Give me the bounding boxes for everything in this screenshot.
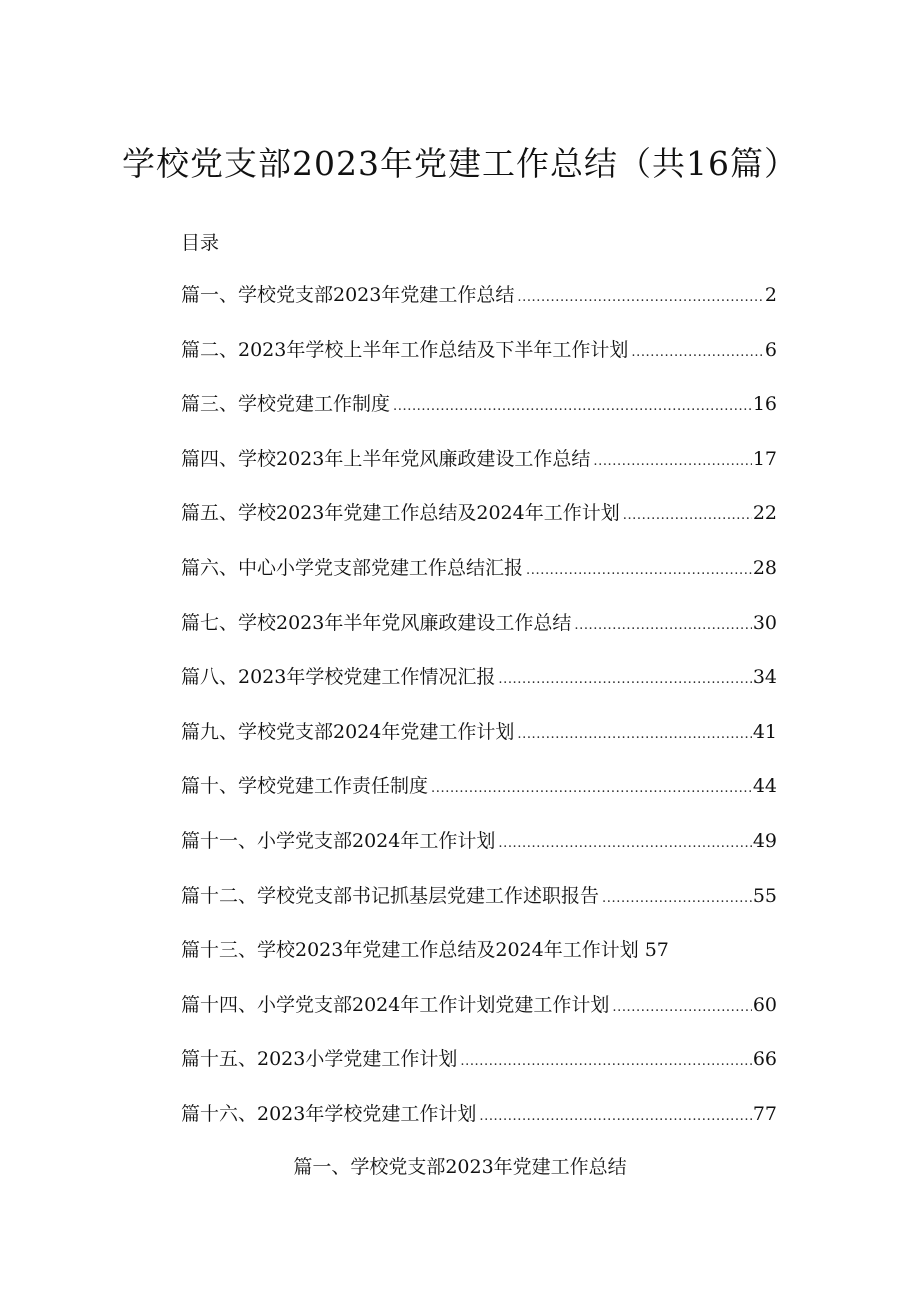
page-title: 学校党支部2023年党建工作总结（共16篇）: [122, 144, 798, 183]
toc-entry-label: 篇六、中心小学党支部党建工作总结汇报: [181, 556, 524, 579]
toc-page-number: 34: [752, 666, 777, 689]
toc-entry[interactable]: [181, 445, 777, 500]
toc-entry-label: 篇十六、2023年学校党建工作计划: [181, 1102, 477, 1125]
toc-entry[interactable]: [181, 609, 777, 664]
toc-entry-label: 篇二、2023年学校上半年工作总结及下半年工作计划: [181, 338, 629, 361]
toc-entry-label: 篇十三、学校2023年党建工作总结及2024年工作计划: [181, 939, 639, 962]
toc-page-number: 44: [752, 775, 777, 798]
toc-page-number: 16: [752, 393, 777, 416]
toc-page-number: 77: [752, 1102, 777, 1125]
toc-page-number: 28: [752, 556, 777, 579]
toc-leader-dots: [393, 393, 752, 421]
toc-entry[interactable]: [181, 1045, 777, 1100]
toc-page-number: 41: [752, 720, 777, 743]
toc-entry[interactable]: [181, 281, 777, 336]
toc-heading: 目录: [181, 232, 220, 254]
toc-page-number: 22: [752, 502, 777, 525]
toc-leader-dots: [631, 339, 764, 367]
toc-entry[interactable]: [181, 1100, 777, 1155]
toc-page-number: 6: [764, 338, 777, 361]
section-heading: 篇一、学校党支部2023年党建工作总结: [293, 1156, 627, 1178]
toc-entry-label: 篇四、学校2023年上半年党风廉政建设工作总结: [181, 447, 591, 470]
toc-page-number: 30: [752, 611, 777, 634]
toc-leader-dots: [517, 284, 764, 312]
toc-page-number: 17: [752, 447, 777, 470]
toc-entry-label: 篇三、学校党建工作制度: [181, 393, 391, 416]
toc-entry[interactable]: [181, 827, 777, 882]
toc-leader-dots: [431, 775, 752, 803]
toc-entry-label: 篇十二、学校党支部书记抓基层党建工作述职报告: [181, 884, 600, 907]
toc-entry[interactable]: [181, 499, 777, 554]
toc-entry[interactable]: [181, 991, 777, 1046]
toc-leader-dots: [517, 721, 751, 749]
toc-page-number: 2: [764, 284, 777, 306]
table-of-contents: [181, 281, 777, 1155]
toc-entry[interactable]: [181, 772, 777, 827]
toc-entry[interactable]: [181, 936, 777, 991]
toc-leader-dots: [526, 557, 752, 585]
toc-entry[interactable]: [181, 882, 777, 937]
toc-entry-label: 篇十四、小学党支部2024年工作计划党建工作计划: [181, 993, 610, 1016]
toc-entry-label: 篇十、学校党建工作责任制度: [181, 775, 429, 798]
toc-leader-dots: [498, 666, 751, 694]
toc-page-number: 49: [752, 829, 777, 852]
toc-page-number: 57: [644, 939, 669, 962]
toc-page-number: 55: [752, 884, 777, 907]
toc-leader-dots: [479, 1103, 751, 1131]
toc-entry[interactable]: [181, 718, 777, 773]
toc-entry[interactable]: [181, 390, 777, 445]
toc-entry-label: 篇五、学校2023年党建工作总结及2024年工作计划: [181, 502, 620, 525]
toc-entry-label: 篇九、学校党支部2024年党建工作计划: [181, 720, 515, 743]
toc-entry[interactable]: [181, 336, 777, 391]
toc-leader-dots: [612, 994, 751, 1022]
toc-entry-label: 篇十一、小学党支部2024年工作计划: [181, 829, 496, 852]
toc-entry-label: 篇十五、2023小学党建工作计划: [181, 1048, 458, 1071]
toc-leader-dots: [574, 612, 751, 640]
toc-leader-dots: [623, 502, 752, 530]
toc-page-number: 66: [752, 1048, 777, 1071]
toc-entry-label: 篇一、学校党支部2023年党建工作总结: [181, 284, 515, 306]
toc-entry-label: 篇七、学校2023年半年党风廉政建设工作总结: [181, 611, 572, 634]
toc-leader-dots: [602, 885, 752, 913]
toc-entry[interactable]: [181, 554, 777, 609]
toc-leader-dots: [593, 448, 751, 476]
toc-leader-dots: [460, 1048, 751, 1076]
toc-page-number: 60: [752, 993, 777, 1016]
toc-leader-dots: [498, 830, 751, 858]
toc-entry[interactable]: [181, 663, 777, 718]
toc-entry-label: 篇八、2023年学校党建工作情况汇报: [181, 666, 496, 689]
